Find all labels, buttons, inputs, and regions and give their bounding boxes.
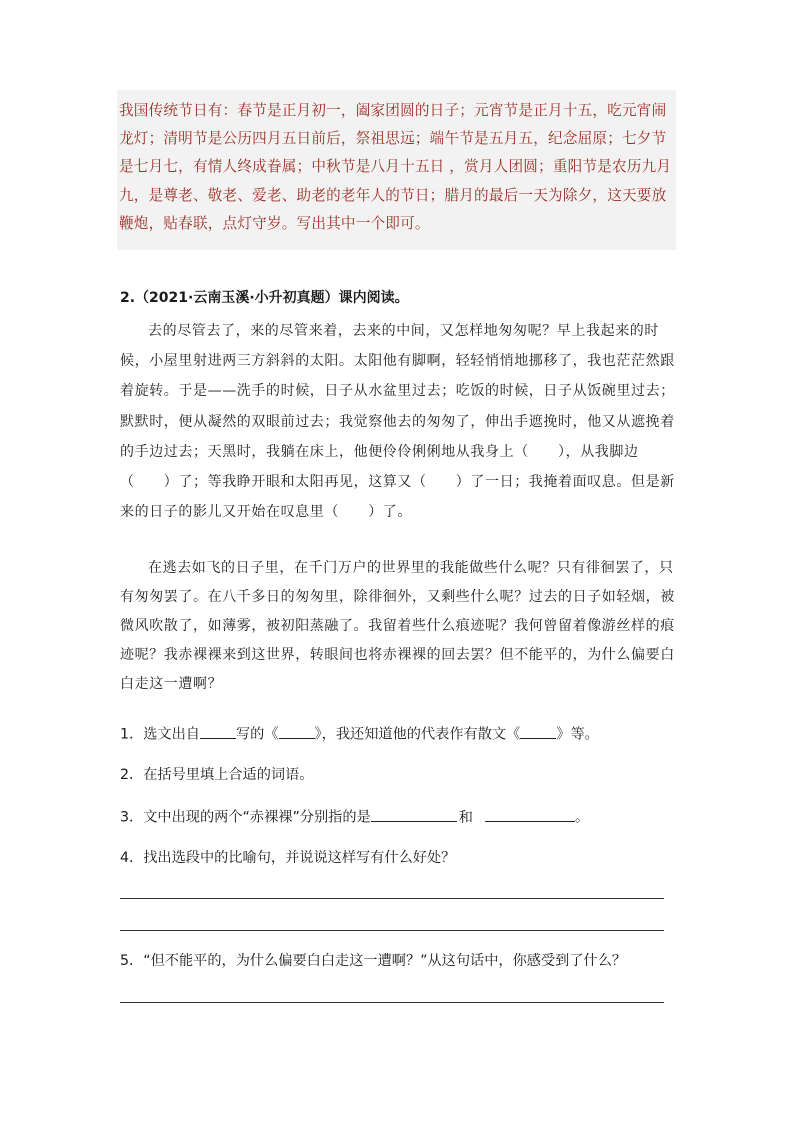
question-1-text-b: 写的《 [235,726,279,743]
blank-author[interactable] [200,722,236,739]
question-4: 4．找出选段中的比喻句，并说说这样写有什么好处？ [120,850,456,866]
question-1-text-d: 》等。 [556,726,599,743]
answer-line[interactable] [120,930,664,931]
question-3 [120,805,589,827]
passage-paragraph-1: 去的尽管去了，来的尽管来着，去来的中间，又怎样地匆匆呢？早上我起来的时候，小屋里射进两三方斜斜的太阳。太阳他有脚啊，轻轻悄悄地挪移了，我也茫茫然跟着旋转。于是——洗手的时候，日子从水盆里过去；吃饭的时候，日子从饭碗里过去；默默时，便从凝然的双眼前过去；我觉察他去的匆匆了，伸出手遮挽时，他又从遮挽着的手边过去；天黑时，我躺在床上，他便伶伶俐俐地从我身上（ ），从我脚边（ ）了；等我睁开眼和太阳再见，这算又（ ）了一日；我掩着面叹息。但是新来的日子的影儿又开始在叹息里（ ）了。 [120,323,675,521]
answer-line[interactable] [120,898,664,899]
question-3-text-a: 3．文中出现的两个“赤裸裸”分别指的是 [120,809,371,826]
blank-meaning-2[interactable] [485,805,575,822]
question-2: 2．在括号里填上合适的词语。 [120,767,314,783]
answer-block [117,90,676,250]
question-3-text-c: 。 [574,809,590,826]
passage-paragraph-2: 在逃去如飞的日子里，在千门万户的世界里的我能做些什么呢？只有徘徊罢了，只有匆匆罢了。在八千多日的匆匆里，除徘徊外，又剩些什么呢？过去的日子如轻烟，被微风吹散了，如薄雾，被初阳蒸融了。我留着些什么痕迹呢？我何曾留着像游丝样的痕迹呢？我赤裸裸来到这世界，转眼间也将赤裸裸的回去罢？但不能平的，为什么偏要白白走这一遭啊？ [120,560,675,692]
answer-text: 我国传统节日有：春节是正月初一，阖家团圆的日子；元宵节是正月十五，吃元宵闹龙灯；清明节是公历四月五日前后，祭祖思远；端午节是五月五，纪念屈原；七夕节是七月七，有情人终成眷属；中秋节是八月十五日 ，赏月人团圆；重阳节是农历九月九，是尊老、敬老、爱老、助老的老年人的节日；腊月的最后一天为除夕，这天要放鞭炮，贴春联，点灯守岁。写出其中一个即可。 [119,102,672,232]
question-1-text-c: 》，我还知道他的代表作有散文《 [314,726,521,743]
answer-line[interactable] [120,1002,664,1003]
question-1-text-a: 1．选文出自 [120,726,200,743]
question-1 [120,722,599,744]
question-heading: 2.（2021·云南玉溪·小升初真题）课内阅读。 [120,290,409,306]
question-5: 5．“但不能平的，为什么偏要白白走这一遭啊？”从这句话中，你感受到了什么？ [120,953,627,969]
blank-title[interactable] [279,722,315,739]
blank-representative-work[interactable] [520,722,556,739]
question-3-text-b: 和 [458,809,473,826]
blank-meaning-1[interactable] [371,805,457,822]
